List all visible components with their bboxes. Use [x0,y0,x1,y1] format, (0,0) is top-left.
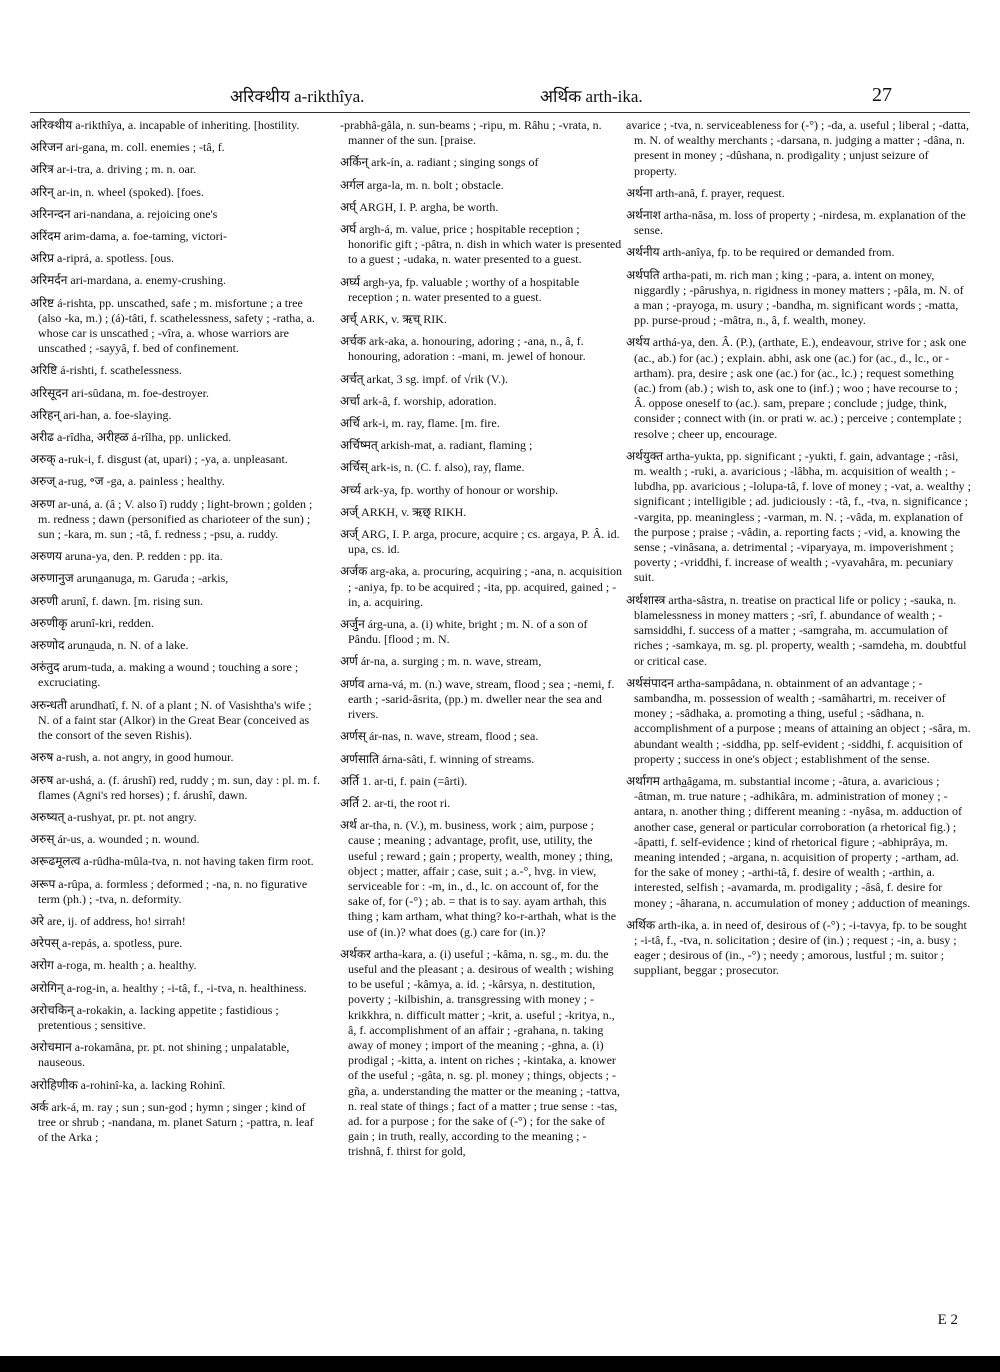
left-column [30,118,326,1152]
dictionary-entry: अर्ति 1. ar-ti, f. pain (=ârti). [340,773,468,788]
dictionary-entry: अरे are, ij. of address, ho! sirrah! [30,913,186,928]
dictionary-entry: अर्घ्य argh-ya, fp. valuable ; worthy of a hospitable reception ; n. water presented to a guest. [340,274,580,304]
dictionary-entry: अर्थशास्त्र artha-sâstra, n. treatise on practical life or policy ; -sauka, n. blamelessness in money matters ; -srî, f. abundance of wealth ; -samsiddhi, f. success of a matter ; -samgraha, m. accumulation of riches ; -samkaya, m. sg. pl. property, wealth ; -samdeha, m. doubtful or critical case. [626,592,967,668]
dictionary-entry: अरुन्धती arundhatî, f. N. of a plant ; N. of Vasishtha's wife ; N. of a faint star (Alkor) in the Great Bear (conceived as the consort of the seven Rishis). [30,697,312,743]
dictionary-entry: अर्ज् ARKH, v. ऋछ् RIKH. [340,504,467,519]
dictionary-entry: अरुंतुद arum-tuda, a. making a wound ; touching a sore ; excruciating. [30,660,299,690]
dictionary-entry: -prabhâ-gâla, n. sun-beams ; -ripu, m. Râhu ; -vrata, n. manner of the sun. [praise. [340,118,602,148]
dictionary-entry: अर्चिस् ark-is, n. (C. f. also), ray, flame. [340,460,525,475]
dictionary-entry: अर्थनीय arth-anîya, fp. to be required or demanded from. [626,245,895,260]
dictionary-entry: अर्थकर artha-kara, a. (i) useful ; -kâma, n. sg., m. du. the useful and the pleasant ; a. desirous of wealth ; wishing to be useful ; -kâmya, a. id. ; -kârsya, n. destitution, poverty ; -kilbishin, a. transgressing with money ; -krikkhra, n. difficult matter ; -krit, a. useful ; -kritya, n., â, f. accomplishment of an affair ; -grahana, n. taking away of money ; import of the meaning ; -ghna, a. (i) prodigal ; -kitta, a. intent on riches ; -kintaka, a. knower of the useful ; -gâta, n. sg. pl. money ; things, objects ; -gña, a. understanding the matter or the meaning ; -tattva, n. real state of things ; fact of a matter ; true sense : -tas, ad. for a purpose ; for the sake of (-°) ; for the sake of gain ; in truth, really, according to the meaning ; -trishnâ, f. thirst for gold, [340,946,620,1159]
dictionary-entry: अर्चक ark-aka, a. honouring, adoring ; -ana, n., â, f. honouring, adoration : -mani, m. jewel of honour. [340,334,586,364]
dictionary-entry: अरिष्टि á-rishti, f. scathelessness. [30,363,182,378]
dictionary-entry: अरिहन् ari-han, a. foe-slaying. [30,407,172,422]
dictionary-entry: अर्णस् ár-nas, n. wave, stream, flood ; sea. [340,729,539,744]
dictionary-entry: अरोचकिन् a-rokakin, a. lacking appetite ; fastidious ; pretentious ; sensitive. [30,1002,279,1032]
header-rule [30,112,970,113]
dictionary-entry: अर्चा ark-â, f. worship, adoration. [340,393,497,408]
dictionary-entry: अरिजन ari-gana, m. coll. enemies ; -tâ, f. [30,140,225,155]
bottom-band [0,1356,1000,1372]
dictionary-entry: अर्घ argh-á, m. value, price ; hospitable reception ; honorific gift ; -pâtra, n. dish in which water is presented to a guest ; -udaka, n. water presented to a guest. [340,222,622,267]
dictionary-entry: अर्थय arthá-ya, den. Â. (P.), (arthate, E.), endeavour, strive for ; ask one (ac., ab.) for (ac.) ; explain. abhi, ask one (ac.) for (ac., d., lc., or -artham). pra, desire ; ask one (ac.) for (ac., lc.) ; request something (ac.) from (ab.) ; wish to, ask one to (inf.) ; woo ; have recourse to ; Â. oppose oneself to (ac.). sam, prepare ; conclude ; judge, think, consider ; connect with (in. or prati w. ac.) ; perceive ; contemplate ; resolve ; cheer up, encourage. [626,335,967,441]
dictionary-entry: अरुष्यत् a-rushyat, pr. pt. not angry. [30,809,197,824]
dictionary-entry: अर्ण ár-na, a. surging ; m. n. wave, stream, [340,654,542,669]
dictionary-entry: अर्थ ar-tha, n. (V.), m. business, work ; aim, purpose ; cause ; meaning ; advantage, profit, use, utility, the useful ; reward ; gain ; property, wealth, money ; thing, object ; matter, affair ; case, suit ; a.-°, hvg. in view, serviceable for : -m, in., d., lc. on account of, for the sake of, for (-°) ; ab. = that is to say. ayam arthah, this thing ; kam artham, what thing? ko-r-arthah, what is the use of (in.)? what does (g.) care for (in.)? [340,818,617,939]
dictionary-entry: अरुक् a-ruk-i, f. disgust (at, upari) ; -ya, a. unpleasant. [30,452,288,467]
dictionary-entry: अर्जक arg-aka, a. procuring, acquiring ; -ana, n. acquisition ; -aniya, fp. to be acquired ; -ita, pp. acquired, gained ; -in, a. acquiring. [340,564,622,609]
dictionary-entry: अर्चि ark-i, m. ray, flame. [m. fire. [340,416,500,431]
dictionary-entry: अरिक्थीय a-rikthîya, a. incapable of inheriting. [hostility. [30,118,300,132]
dictionary-entry: अरुणय aruna-ya, den. P. redden : pp. ita. [30,549,223,564]
dictionary-entry: अर्जुन árg-una, a. (i) white, bright ; m. N. of a son of Pându. [flood ; m. N. [340,617,588,647]
dictionary-entry: अर्थयुक्त artha-yukta, pp. significant ; -yukti, f. gain, advantage ; -râsi, m. wealth ; -ruki, a. avaricious ; -lâbha, m. acquisition of wealth ; -lubdha, pp. avaricious ; -lolupa-tâ, f. love of money ; -vat, a. wealthy ; significant ; intelligible ; ad. judiciously : -tâ, f., -tva, n. significance ; -vargita, pp. meaningless ; -varman, m. N. ; -vâda, m. explanation of the purpose ; praise ; -vâdin, a. reporting facts ; -vid, a. knowing the sense ; -vinâsana, a. detrimental ; -viparyaya, m. impoverishment ; poverty ; -vriddhi, f. increase of wealth ; -vyavahâra, m. pecuniary suit. [626,448,971,585]
dictionary-entry: अरूढमूलत्व a-rûdha-mûla-tva, n. not having taken firm root. [30,854,314,869]
dictionary-entry: अरिमर्दन ari-mardana, a. enemy-crushing. [30,273,226,288]
middle-column [340,118,622,1167]
dictionary-entry: अर्थपति artha-pati, m. rich man ; king ; -para, a. intent on money, niggardly ; -pârushya, n. rigidness in money matters ; -pâla, m. N. of a man ; -prayoga, m. usury ; -bandha, m. significant words ; -matta, pp. purse-proud ; -mâtra, n., â, f. wealth, money. [626,267,964,328]
dictionary-entry: अरुणोद aruna̲uda, n. N. of a lake. [30,638,189,653]
dictionary-entry: अर्किन् ark-ín, a. radiant ; singing songs of [340,155,539,170]
dictionary-entry: अरुण ar-uná, a. (â ; V. also î) ruddy ; light-brown ; golden ; m. redness ; dawn (personified as charioteer of the sun) ; sun ; -kara, m. sun ; -tâ, f. redness ; -psu, a. ruddy. [30,496,313,542]
running-header [0,84,1000,114]
dictionary-entry: अरिनन्दन ari-nandana, a. rejoicing one's [30,206,218,221]
dictionary-entry: अरिंदम arim-dama, a. foe-taming, victori- [30,229,227,244]
dictionary-entry: अर्थागम artha̲âgama, m. substantial income ; -âtura, a. avaricious ; -âtman, m. true nature ; -adhikâra, m. administration of money ; -antara, n. another thing ; different meaning : -nyâsa, m. adduction of another case, general or particular corroboration (a rhetorical fig.) ; -âpatti, f. self-evidence ; kind of rhetorical figure ; -abhiprâya, m. meaning intended ; -argana, n. acquisition of property ; -artham, ad. for the sake of money ; -arthi-tâ, f. desire of wealth ; -arthin, a. interested, selfish ; -avamarda, m. prodigality ; -âsâ, f. desire for money ; -âharana, n. accumulation of money ; adduction of meanings. [626,773,971,910]
dictionary-entry: अर्थनाश artha-nâsa, m. loss of property ; -nirdesa, m. explanation of the sense. [626,208,966,238]
dictionary-entry: अर्थसंपादन artha-sampâdana, n. obtainment of an advantage ; -sambandha, m. possession of wealth ; -samâhartri, m. receiver of money ; -sâdhaka, a. promoting a thing, useful ; -sâdhana, n. accomplishment of a purpose ; means of attaining an object ; -sâra, m. abundant wealth ; -siddha, pp. self-evident ; -siddhi, f. acquisition of property ; success in one's object ; establishment of the sense. [626,675,971,766]
right-column [626,118,971,986]
dictionary-entry: अर्ति 2. ar-ti, the root ri. [340,795,451,810]
dictionary-entry: अरिप्र a-riprá, a. spotless. [ous. [30,251,174,266]
dictionary-entry: अरुष ar-ushá, a. (f. árushî) red, ruddy ; m. sun, day : pl. m. f. flames (Agni's red horses) ; f. árushî, dawn. [30,772,320,802]
dictionary-entry: अरुष a-rush, a. not angry, in good humour. [30,750,234,765]
dictionary-entry: अर्ज् ARG, I. P. arga, procure, acquire ; cs. argaya, P. Â. id. upa, cs. id. [340,527,620,557]
dictionary-entry: अर्थिक arth-ika, a. in need of, desirous of (-°) ; -i-tavya, fp. to be sought ; -i-tâ, f., -tva, n. solicitation ; desire of (in.) ; request ; -in, a. busy ; eager ; desirous of (in., -°) ; needy ; amorous, lustful ; m. suitor ; suppliant, beggar ; prosecutor. [626,917,967,978]
dictionary-entry: अरुणीकृ arunî-kri, redden. [30,615,154,630]
dictionary-entry: अरिन् ar-in, n. wheel (spoked). [foes. [30,184,204,199]
dictionary-entry: अर्चिष्मत् arkish-mat, a. radiant, flaming ; [340,438,533,453]
dictionary-entry: अरुस् ár-us, a. wounded ; n. wound. [30,832,200,847]
dictionary-entry: अरिसूदन ari-sûdana, m. foe-destroyer. [30,385,209,400]
dictionary-entry: अरित्र ar-i-tra, a. driving ; m. n. oar. [30,162,197,177]
dictionary-entry: अरोहिणीक a-rohinî-ka, a. lacking Rohinî. [30,1077,226,1092]
dictionary-entry: अरूप a-rûpa, a. formless ; deformed ; -na, n. no figurative term (ph.) ; -tva, n. deformity. [30,876,308,906]
signature-mark: E 2 [937,1312,958,1328]
dictionary-entry: अरोगिन् a-rog-in, a. healthy ; -i-tâ, f., -i-tva, n. healthiness. [30,980,307,995]
dictionary-entry: अरुज् a-rug, ॰ज -ga, a. painless ; healthy. [30,474,225,489]
dictionary-entry: अर्चत् arkat, 3 sg. impf. of √rik (V.). [340,371,508,386]
dictionary-entry: अरीढ a-rîdha, अरीह्ळ á-rîlha, pp. unlicked. [30,430,232,445]
dictionary-entry: अर्च् ARK, v. ऋच् RIK. [340,312,447,327]
dictionary-entry: अर्घ् ARGH, I. P. argha, be worth. [340,199,499,214]
right-headword: अर्थिक arth-ika. [540,87,643,106]
left-headword: अरिक्थीय a-rikthîya. [230,87,365,106]
dictionary-entry: अरुणानुज aruna̲anuga, m. Garuda ; -arkis, [30,571,229,586]
dictionary-entry: अरेपस् a-repás, a. spotless, pure. [30,936,183,951]
page-number: 27 [872,84,892,106]
dictionary-entry: अर्णसाति árna-sâti, f. winning of streams. [340,751,535,766]
dictionary-entry: अरोग a-roga, m. health ; a. healthy. [30,958,197,973]
dictionary-entry: अर्क ark-á, m. ray ; sun ; sun-god ; hymn ; singer ; kind of tree or shrub ; -nandana, m. planet Saturn ; -pattra, n. leaf of the Arka ; [30,1099,314,1145]
dictionary-entry: अर्च्य ark-ya, fp. worthy of honour or worship. [340,482,559,497]
dictionary-entry: avarice ; -tva, n. serviceableness for (-°) ; -da, a. useful ; liberal ; -datta, m. N. of wealthy merchants ; -darsana, n. judging a matter ; -dâna, n. present in money ; -dûshana, n. prodigality ; unjust seizure of property. [626,118,969,178]
dictionary-entry: अर्थना arth-anâ, f. prayer, request. [626,185,785,200]
dictionary-entry: अरिष्ट á-rishta, pp. unscathed, safe ; m. misfortune ; a tree (also -ka, m.) ; (á)-tâti, f. scathelessness, safety ; -ratha, a. whose car is unscathed ; -vîra, a. whose warriors are unscathed ; -sayyâ, f. bed of confinement. [30,295,315,356]
dictionary-entry: अर्णव arna-vá, m. (n.) wave, stream, flood ; sea ; -nemi, f. earth ; -sarid-âsrita, (pp.) m. dweller near the sea and rivers. [340,676,615,722]
dictionary-entry: अर्गल arga-la, m. n. bolt ; obstacle. [340,177,504,192]
dictionary-entry: अरोचमान a-rokamâna, pr. pt. not shining ; unpalatable, nauseous. [30,1040,290,1070]
dictionary-entry: अरुणी arunî, f. dawn. [m. rising sun. [30,593,204,608]
